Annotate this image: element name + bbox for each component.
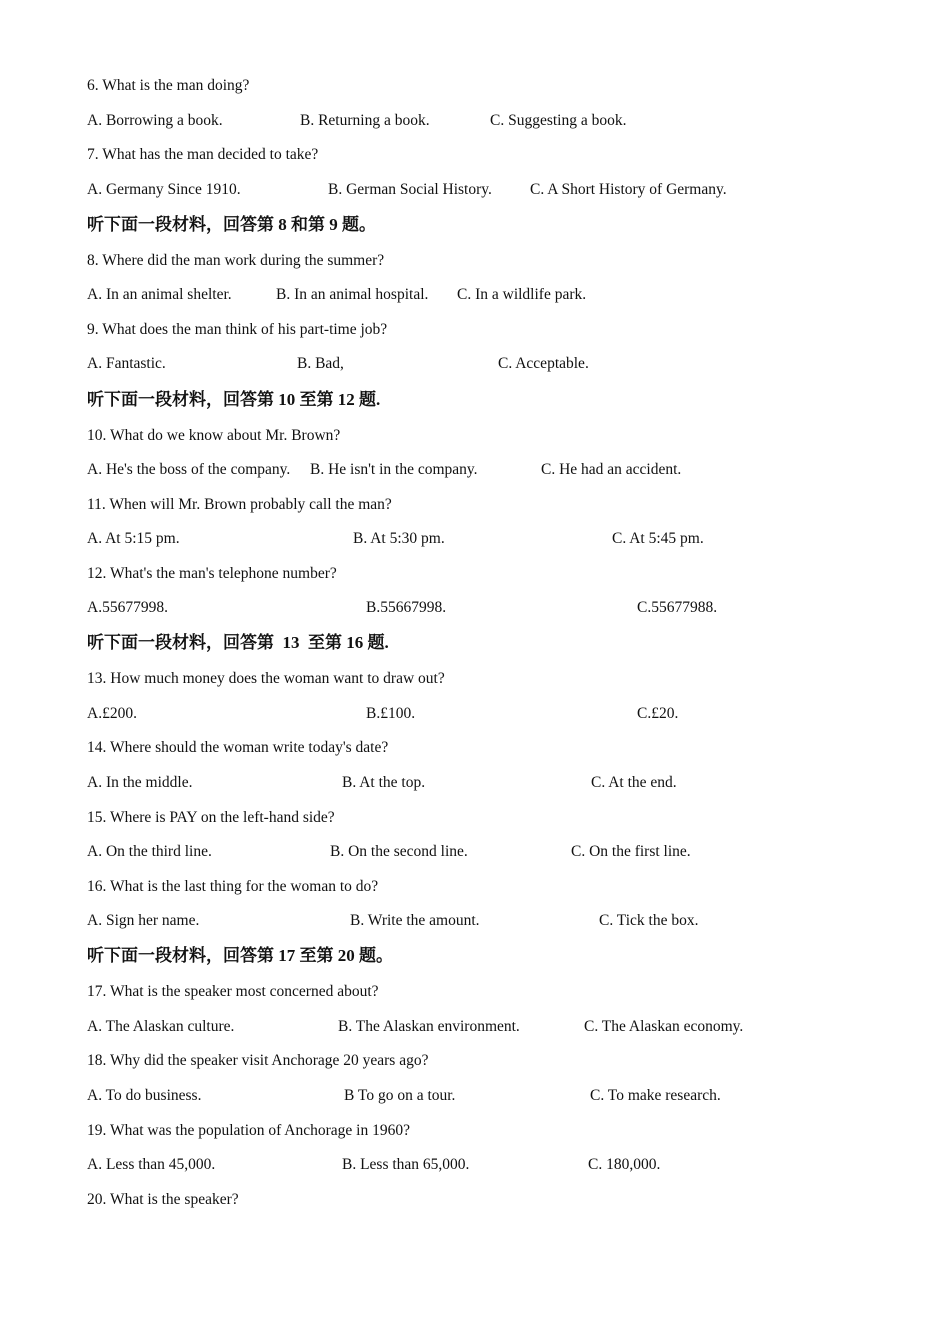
question-6: 6. What is the man doing? (87, 77, 250, 94)
options-17 (87, 1015, 887, 1039)
option-c: C.55677988. (637, 599, 718, 616)
option-c: C. 180,000. (588, 1156, 661, 1173)
option-a: A. The Alaskan culture. (87, 1018, 235, 1035)
option-a: A.£200. (87, 705, 137, 722)
option-b: B To go on a tour. (344, 1087, 456, 1104)
option-b: B. Returning a book. (300, 112, 430, 129)
question-14: 14. Where should the woman write today's date? (87, 739, 389, 756)
question-8: 8. Where did the man work during the summer? (87, 252, 385, 269)
option-c: C. A Short History of Germany. (530, 181, 727, 198)
options-13 (87, 702, 887, 726)
question-19: 19. What was the population of Anchorage in 1960? (87, 1122, 410, 1139)
option-a: A. To do business. (87, 1087, 202, 1104)
options-19 (87, 1153, 887, 1177)
options-9 (87, 352, 887, 376)
option-c: C. In a wildlife park. (457, 286, 587, 303)
options-12 (87, 596, 887, 620)
option-c: C. Tick the box. (599, 912, 699, 929)
question-20: 20. What is the speaker? (87, 1191, 239, 1208)
option-a: A. On the third line. (87, 843, 212, 860)
option-a: A. Borrowing a book. (87, 112, 223, 129)
option-c: C. To make research. (590, 1087, 721, 1104)
section-heading-13-16: 听下面一段材料，回答第 13 至第 16 题. (87, 633, 389, 652)
option-b: B. The Alaskan environment. (338, 1018, 520, 1035)
option-c: C. He had an accident. (541, 461, 682, 478)
options-14 (87, 771, 887, 795)
option-a: A. He's the boss of the company. (87, 461, 291, 478)
option-b: B. At 5:30 pm. (353, 530, 445, 547)
question-12: 12. What's the man's telephone number? (87, 565, 337, 582)
options-16 (87, 909, 887, 933)
question-10: 10. What do we know about Mr. Brown? (87, 427, 341, 444)
option-a: A.55677998. (87, 599, 168, 616)
option-b: B. German Social History. (328, 181, 492, 198)
option-b: B. At the top. (342, 774, 426, 791)
question-7: 7. What has the man decided to take? (87, 146, 319, 163)
options-6 (87, 109, 887, 133)
options-15 (87, 840, 887, 864)
option-b: B. Bad, (297, 355, 344, 372)
option-a: A. In the middle. (87, 774, 193, 791)
option-c: C. On the first line. (571, 843, 691, 860)
option-c: C.£20. (637, 705, 679, 722)
question-9: 9. What does the man think of his part-time job? (87, 321, 388, 338)
option-a: A. At 5:15 pm. (87, 530, 180, 547)
option-a: A. Less than 45,000. (87, 1156, 216, 1173)
option-b: B. Write the amount. (350, 912, 480, 929)
option-b: B. On the second line. (330, 843, 468, 860)
question-11: 11. When will Mr. Brown probably call the man? (87, 496, 392, 513)
options-7 (87, 178, 887, 202)
option-c: C. At 5:45 pm. (612, 530, 704, 547)
option-c: C. Acceptable. (498, 355, 589, 372)
question-13: 13. How much money does the woman want to draw out? (87, 670, 445, 687)
question-18: 18. Why did the speaker visit Anchorage 20 years ago? (87, 1052, 429, 1069)
question-15: 15. Where is PAY on the left-hand side? (87, 809, 335, 826)
option-b: B. Less than 65,000. (342, 1156, 470, 1173)
section-heading-10-12: 听下面一段材料，回答第 10 至第 12 题. (87, 390, 381, 409)
options-10 (87, 458, 887, 482)
section-heading-17-20: 听下面一段材料，回答第 17 至第 20 题。 (87, 946, 393, 965)
option-c: C. The Alaskan economy. (584, 1018, 744, 1035)
option-a: A. Fantastic. (87, 355, 166, 372)
options-8 (87, 283, 887, 307)
option-b: B.55667998. (366, 599, 447, 616)
option-c: C. Suggesting a book. (490, 112, 627, 129)
option-b: B. In an animal hospital. (276, 286, 429, 303)
options-18 (87, 1084, 887, 1108)
option-c: C. At the end. (591, 774, 677, 791)
option-b: B. He isn't in the company. (310, 461, 478, 478)
question-16: 16. What is the last thing for the woman to do? (87, 878, 379, 895)
option-b: B.£100. (366, 705, 416, 722)
options-11 (87, 527, 887, 551)
question-17: 17. What is the speaker most concerned about? (87, 983, 379, 1000)
option-a: A. Germany Since 1910. (87, 181, 241, 198)
option-a: A. In an animal shelter. (87, 286, 232, 303)
option-a: A. Sign her name. (87, 912, 200, 929)
section-heading-8-9: 听下面一段材料，回答第 8 和第 9 题。 (87, 215, 376, 234)
